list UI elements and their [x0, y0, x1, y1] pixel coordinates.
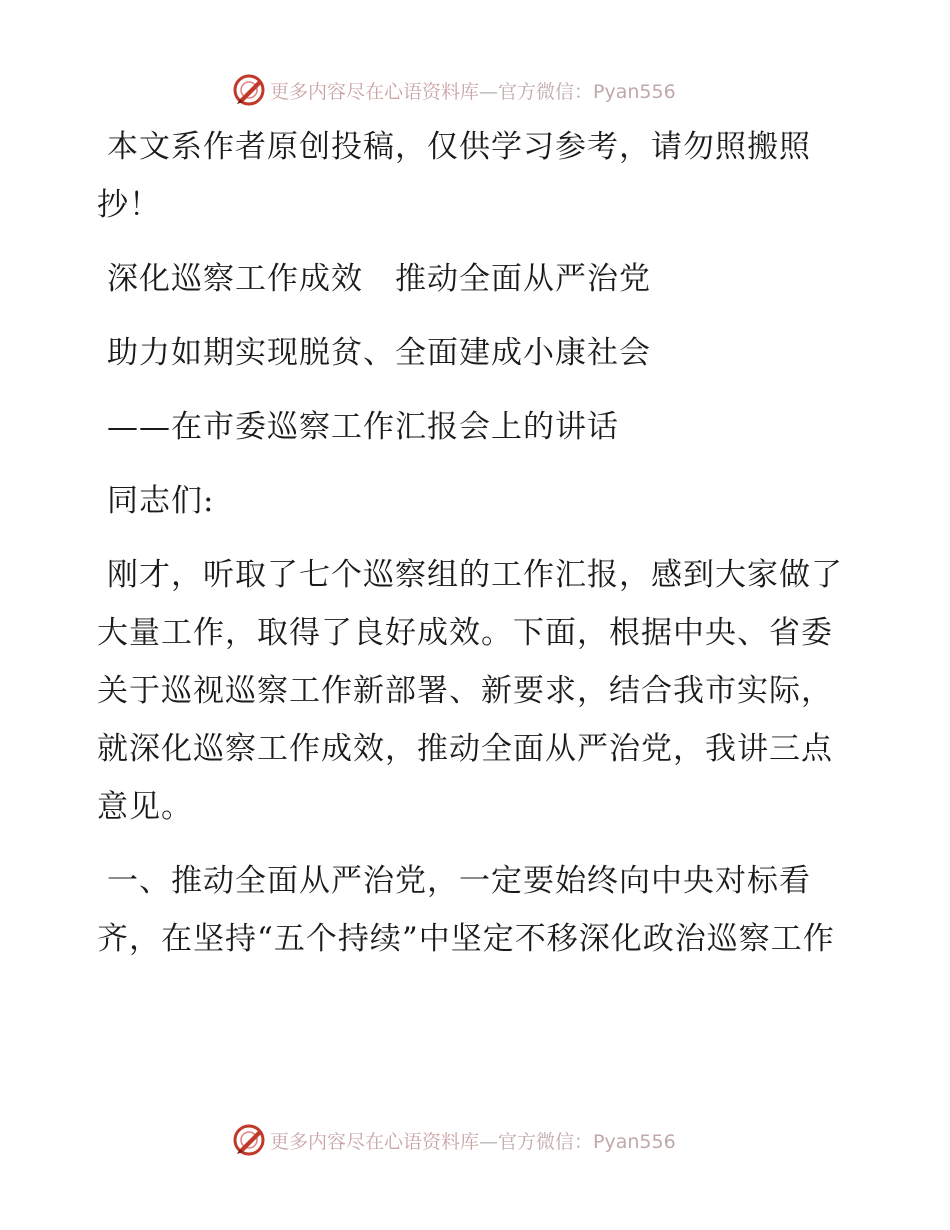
title-line-1: 深化巡察工作成效 推动全面从严治党: [107, 261, 651, 297]
pen-logo-icon: [232, 73, 266, 107]
footer-watermark-banner: [232, 1122, 732, 1158]
banner-wechat-id: Pyan556: [593, 1130, 676, 1153]
banner-dash: —: [479, 1130, 499, 1153]
banner-wechat-label: 官方微信：: [498, 1130, 594, 1153]
greeting: 同志们:: [107, 483, 215, 519]
subtitle: ——在市委巡察工作汇报会上的讲话: [107, 409, 619, 445]
pen-logo-icon: [232, 1123, 266, 1157]
banner-wechat-label: 官方微信：: [498, 80, 594, 103]
document-body: [97, 118, 857, 968]
section-heading-1: 一、推动全面从严治党，一定要始终向中央对标看齐，在坚持“五个持续”中坚定不移深化政治巡察工作: [97, 863, 835, 957]
banner-wechat-id: Pyan556: [593, 80, 676, 103]
banner-site: 更多内容尽在心语资料库: [270, 1130, 480, 1153]
banner-site: 更多内容尽在心语资料库: [270, 80, 480, 103]
intro-paragraph: 刚才，听取了七个巡察组的工作汇报，感到大家做了大量工作，取得了良好成效。下面，根据中央、省委关于巡视巡察工作新部署、新要求，结合我市实际，就深化巡察工作成效，推动全面从严治党，我讲三点意见。: [97, 557, 843, 825]
copyright-notice: 本文系作者原创投稿，仅供学习参考，请勿照搬照抄！: [97, 129, 811, 223]
header-watermark-banner: [232, 72, 732, 108]
title-line-2: 助力如期实现脱贫、全面建成小康社会: [107, 335, 651, 371]
banner-text: [270, 77, 676, 104]
banner-dash: —: [479, 80, 499, 103]
banner-text: [270, 1127, 676, 1154]
